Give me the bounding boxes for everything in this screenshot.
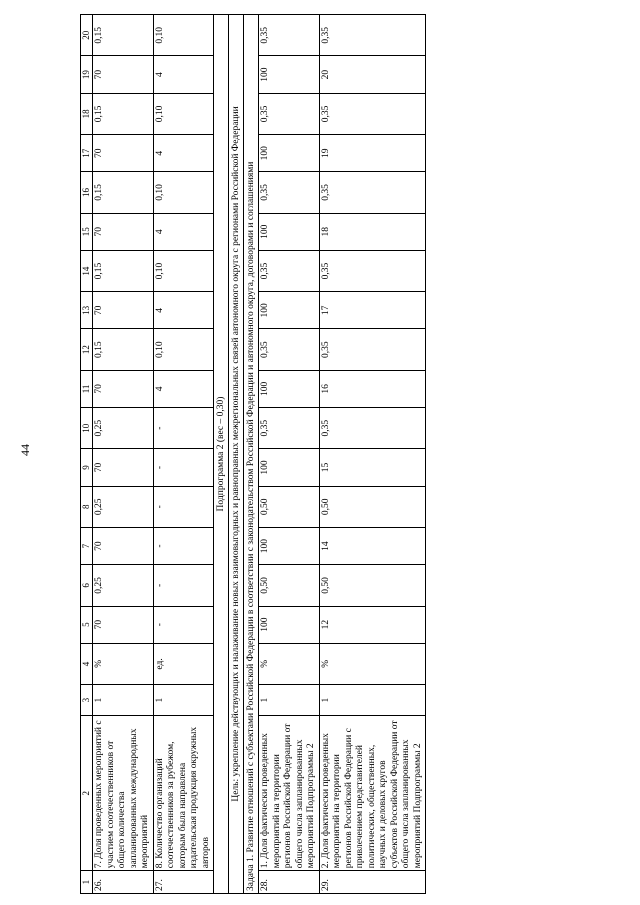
value-cell: 70 (93, 213, 154, 250)
table-row (259, 15, 320, 894)
value-cell: 70 (93, 370, 154, 407)
value-cell: 0,35 (319, 172, 426, 213)
value-cell: 0,35 (319, 93, 426, 134)
value-cell: 0,50 (259, 486, 320, 527)
value-cell: 0,50 (319, 486, 426, 527)
indicator-name: 7. Доля проведенных мероприятий с участием соотечественников от общего количества запланированных международных мероприятий (93, 716, 154, 871)
value-cell: 0,35 (259, 329, 320, 370)
value-cell: - (153, 527, 214, 564)
value-cell: 20 (319, 56, 426, 93)
value-cell: 0,15 (93, 93, 154, 134)
col3-value: 1 (93, 685, 154, 716)
col-number: 13 (81, 292, 93, 329)
value-cell: 70 (93, 135, 154, 172)
goal-row (229, 15, 244, 894)
value-cell: 0,10 (153, 93, 214, 134)
col-number: 4 (81, 643, 93, 684)
col-number: 15 (81, 213, 93, 250)
value-cell: 0,35 (259, 172, 320, 213)
indicator-name: 2. Доля фактически проведенных мероприятий на территории регионов Российской Федерации с привлечением представителей политических, общественных, научных и деловых кругов субъектов Российской Федерации от общего числа запланированных мероприятий Подпрограммы 2 (319, 716, 426, 871)
value-cell: 100 (259, 292, 320, 329)
goal-text: Цель: укрепление действующих и налаживание новых взаимовыгодных и равноправных межрегиональных связей автономного округа с регионами Российской Федерации (229, 15, 244, 894)
value-cell: 0,35 (319, 250, 426, 291)
col-number: 8 (81, 486, 93, 527)
column-number-row (81, 15, 93, 894)
value-cell: 100 (259, 370, 320, 407)
value-cell: 100 (259, 56, 320, 93)
col-number: 5 (81, 606, 93, 643)
col-number: 1 (81, 871, 93, 894)
table-row (153, 15, 214, 894)
value-cell: 100 (259, 606, 320, 643)
value-cell: 0,50 (259, 565, 320, 606)
value-cell: 0,35 (259, 408, 320, 449)
value-cell: 0,35 (319, 329, 426, 370)
value-cell: 0,15 (93, 172, 154, 213)
col-number: 6 (81, 565, 93, 606)
col-number: 11 (81, 370, 93, 407)
value-cell: 0,10 (153, 15, 214, 57)
value-cell: 0,15 (93, 329, 154, 370)
value-cell: 0,25 (93, 565, 154, 606)
value-cell: 17 (319, 292, 426, 329)
value-cell: 0,10 (153, 172, 214, 213)
value-cell: 100 (259, 527, 320, 564)
col-number: 7 (81, 527, 93, 564)
value-cell: 0,35 (319, 15, 426, 57)
value-cell: 0,15 (93, 15, 154, 57)
value-cell: 0,35 (259, 93, 320, 134)
value-cell: 4 (153, 56, 214, 93)
page-number: 44 (18, 444, 32, 456)
value-cell: 19 (319, 135, 426, 172)
value-cell: 70 (93, 449, 154, 486)
value-cell: 0,25 (93, 486, 154, 527)
indicator-name: 1. Доля фактически проведенных мероприятий на территории регионов Российской Федерации от общего числа запланированных мероприятий Подпрограммы 2 (259, 716, 320, 871)
value-cell: 70 (93, 56, 154, 93)
value-cell: 4 (153, 213, 214, 250)
value-cell: 18 (319, 213, 426, 250)
value-cell: - (153, 449, 214, 486)
col-number: 19 (81, 56, 93, 93)
col-number: 17 (81, 135, 93, 172)
col-number: 16 (81, 172, 93, 213)
col3-value: 1 (153, 685, 214, 716)
value-cell: 0,35 (259, 15, 320, 57)
value-cell: 0,15 (93, 250, 154, 291)
unit-value: % (319, 643, 426, 684)
rotated-table-frame (80, 14, 610, 894)
value-cell: 15 (319, 449, 426, 486)
value-cell: 14 (319, 527, 426, 564)
col-number: 18 (81, 93, 93, 134)
value-cell: - (153, 408, 214, 449)
row-number: 26. (93, 871, 154, 894)
col3-value: 1 (259, 685, 320, 716)
col-number: 14 (81, 250, 93, 291)
value-cell: 70 (93, 527, 154, 564)
indicators-table (80, 14, 426, 894)
value-cell: 0,35 (319, 408, 426, 449)
table-row (93, 15, 154, 894)
value-cell: 12 (319, 606, 426, 643)
indicator-name: 8. Количество организаций соотечественников за рубежом, которым была направлена издательская продукция окружных авторов (153, 716, 214, 871)
row-number: 29. (319, 871, 426, 894)
unit-value: % (93, 643, 154, 684)
unit-value: ед. (153, 643, 214, 684)
row-number: 27. (153, 871, 214, 894)
task-text: Задача 1. Развитие отношений с субъектами Российской Федерации в соответствии с законодательством Российской Федерации и автономного округа, договорами и соглашениями (244, 15, 259, 894)
value-cell: 0,50 (319, 565, 426, 606)
value-cell: - (153, 606, 214, 643)
value-cell: 0,35 (259, 250, 320, 291)
col3-value: 1 (319, 685, 426, 716)
value-cell: 100 (259, 135, 320, 172)
value-cell: 0,10 (153, 250, 214, 291)
task-row (244, 15, 259, 894)
value-cell: - (153, 486, 214, 527)
unit-value: % (259, 643, 320, 684)
col-number: 3 (81, 685, 93, 716)
value-cell: 4 (153, 135, 214, 172)
subprogram-title: Подпрограмма 2 (вес – 0,30) (214, 15, 229, 894)
col-number: 10 (81, 408, 93, 449)
col-number: 20 (81, 15, 93, 57)
value-cell: 0,25 (93, 408, 154, 449)
value-cell: - (153, 565, 214, 606)
subprogram-row (214, 15, 229, 894)
value-cell: 70 (93, 606, 154, 643)
value-cell: 70 (93, 292, 154, 329)
row-number: 28. (259, 871, 320, 894)
col-number: 2 (81, 716, 93, 871)
col-number: 12 (81, 329, 93, 370)
table-row (319, 15, 426, 894)
value-cell: 4 (153, 292, 214, 329)
value-cell: 4 (153, 370, 214, 407)
value-cell: 16 (319, 370, 426, 407)
value-cell: 100 (259, 449, 320, 486)
rotated-table (80, 14, 610, 894)
value-cell: 100 (259, 213, 320, 250)
col-number: 9 (81, 449, 93, 486)
value-cell: 0,10 (153, 329, 214, 370)
